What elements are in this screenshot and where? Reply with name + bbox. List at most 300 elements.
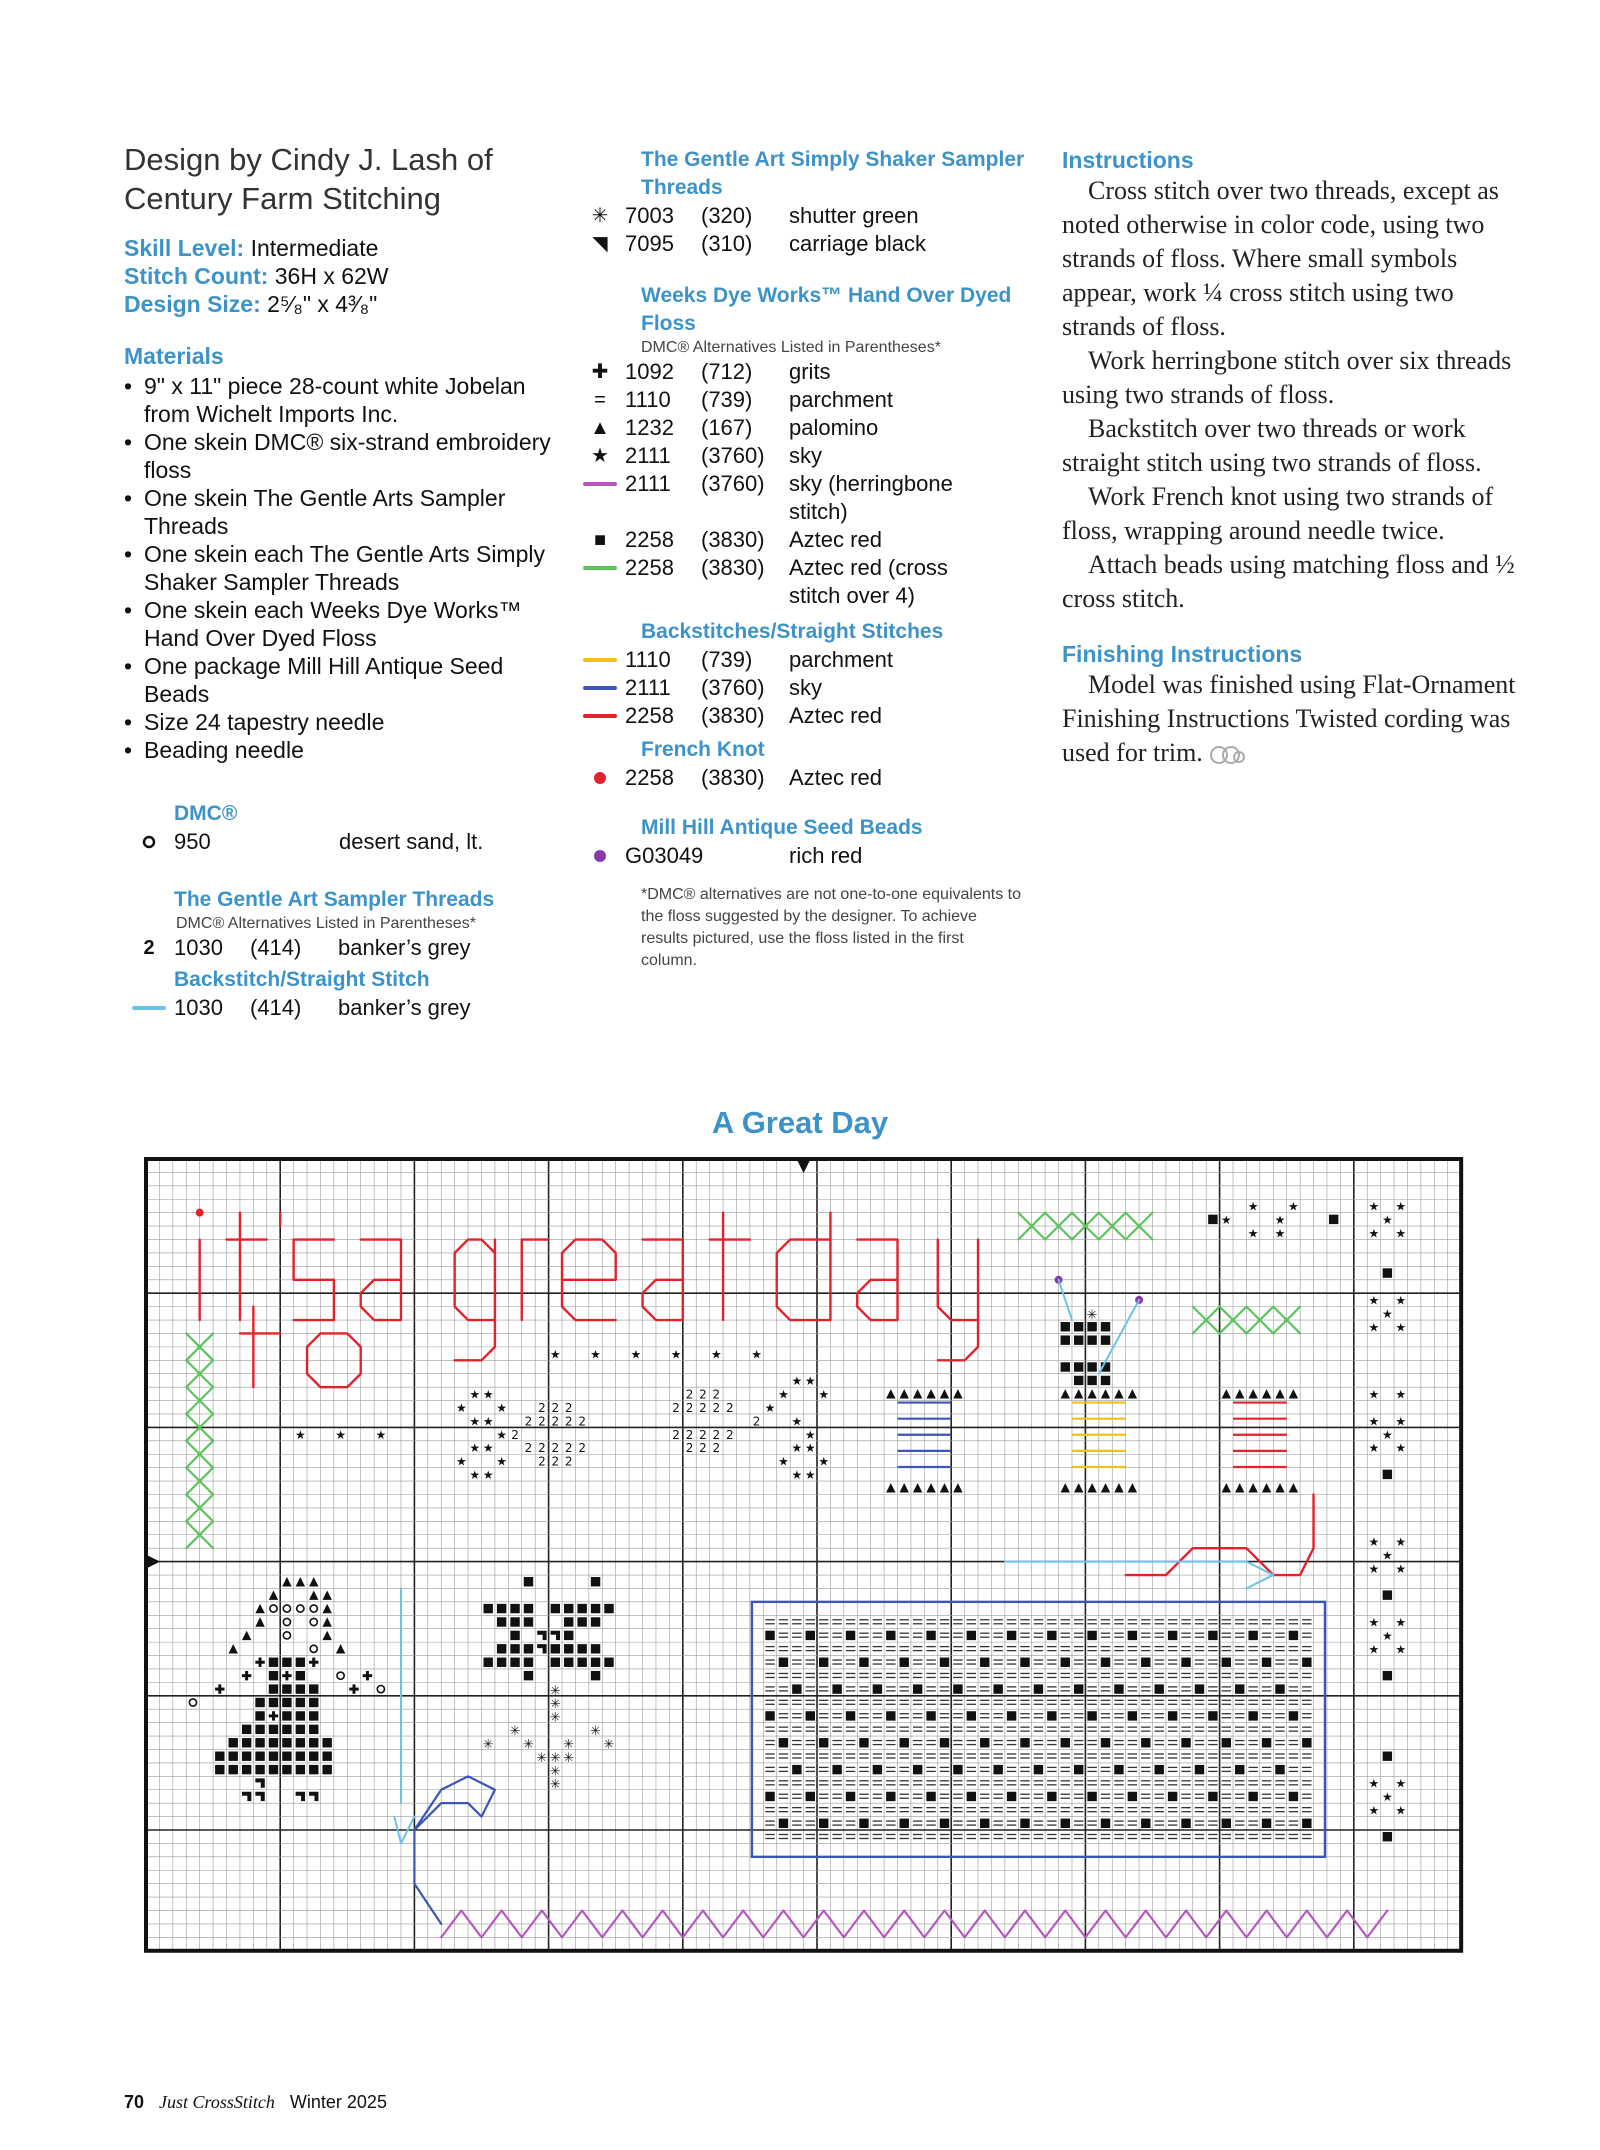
- black-square-symbol: [1007, 1711, 1016, 1720]
- key-row: ▲ 1232 (167) palomino: [575, 414, 1025, 442]
- star-symbol: ★: [1288, 1199, 1299, 1214]
- black-square-symbol: [591, 1671, 600, 1680]
- asterisk-symbol: ✳: [563, 1750, 575, 1766]
- black-square-symbol: [524, 1644, 533, 1653]
- black-square-symbol: [497, 1644, 506, 1653]
- plus-symbol: [349, 1688, 358, 1691]
- star-symbol: ★: [1368, 1387, 1380, 1402]
- two-symbol: 2: [538, 1454, 546, 1469]
- star-symbol: ★: [482, 1468, 494, 1483]
- list-item: • One skein DMC® six-strand embroidery floss: [124, 428, 564, 484]
- key-row: 950 desert sand, lt.: [124, 828, 564, 856]
- black-square-symbol: [510, 1644, 519, 1653]
- black-square-symbol: [1289, 1631, 1298, 1640]
- star-symbol: ★: [1247, 1226, 1259, 1241]
- star-symbol: ★: [469, 1468, 481, 1483]
- two-symbol: 2: [538, 1441, 546, 1456]
- black-square-symbol: [269, 1751, 278, 1760]
- star-symbol: ★: [791, 1441, 803, 1456]
- asterisk-symbol: ✳: [603, 1737, 615, 1753]
- black-square-symbol: [1074, 1322, 1083, 1331]
- black-square-symbol: [1248, 1631, 1257, 1640]
- key-row: G03049 rich red: [575, 842, 1025, 870]
- star-symbol: ★: [1395, 1803, 1407, 1818]
- two-symbol: 2: [551, 1454, 560, 1469]
- black-square-symbol: [215, 1751, 224, 1760]
- black-square-symbol: [282, 1684, 291, 1693]
- black-square-symbol: [846, 1711, 855, 1720]
- two-symbol: 2: [699, 1441, 707, 1456]
- black-square-symbol: [1383, 1671, 1392, 1680]
- star-symbol: ★: [670, 1347, 682, 1362]
- star-symbol: ★: [1395, 1535, 1407, 1550]
- two-symbol: 2: [511, 1427, 519, 1442]
- black-square-symbol: [806, 1792, 815, 1801]
- black-square-symbol: [591, 1604, 600, 1613]
- herringbone-line-icon: [575, 470, 625, 498]
- black-square-symbol: [604, 1658, 613, 1667]
- black-square-symbol: [577, 1604, 586, 1613]
- star-symbol: ★: [1368, 1293, 1380, 1308]
- black-square-symbol: [1181, 1738, 1190, 1747]
- right-column: [1062, 146, 1532, 770]
- star-symbol: ★: [1247, 1199, 1259, 1214]
- equals-symbol-icon: =: [594, 389, 606, 411]
- list-item: • One skein The Gentle Arts Sampler Threads: [124, 484, 564, 540]
- black-square-symbol: [1087, 1792, 1096, 1801]
- black-square-symbol: [1047, 1631, 1056, 1640]
- two-symbol: 2: [538, 1414, 546, 1429]
- star-symbol: ★: [1395, 1293, 1407, 1308]
- black-square-symbol: [1101, 1819, 1110, 1828]
- black-square-symbol: [1208, 1631, 1217, 1640]
- star-symbol: ★: [469, 1414, 481, 1429]
- black-square-symbol: [255, 1765, 264, 1774]
- two-symbol: 2: [725, 1427, 734, 1442]
- two-symbol: 2: [538, 1400, 546, 1415]
- left-column: [124, 140, 564, 1022]
- black-square-symbol: [229, 1751, 238, 1760]
- black-square-symbol: [1074, 1376, 1083, 1385]
- black-square-symbol: [1087, 1322, 1096, 1331]
- black-square-symbol: [484, 1658, 493, 1667]
- designer-credit: Design by Cindy J. Lash of Century Farm Stitching: [124, 142, 493, 216]
- two-symbol: 2: [578, 1414, 586, 1429]
- star-symbol: ★: [1368, 1535, 1380, 1550]
- two-symbol: 2: [685, 1441, 694, 1456]
- black-square-symbol: [1114, 1684, 1123, 1693]
- star-symbol: ★: [818, 1454, 830, 1469]
- black-square-symbol: [967, 1631, 976, 1640]
- two-symbol: 2: [685, 1400, 694, 1415]
- materials-heading: Materials: [124, 343, 224, 369]
- star-symbol: ★: [791, 1374, 803, 1389]
- black-square-symbol: [309, 1765, 318, 1774]
- two-symbol: 2: [712, 1387, 721, 1402]
- issue-date: Winter 2025: [289, 2092, 387, 2112]
- two-symbol: 2: [685, 1427, 694, 1442]
- black-square-symbol: [886, 1711, 895, 1720]
- two-symbol: 2: [524, 1414, 533, 1429]
- materials-list: [124, 372, 564, 764]
- black-square-symbol: [1061, 1322, 1070, 1331]
- star-symbol: ★: [1381, 1427, 1393, 1442]
- black-square-symbol: [1101, 1658, 1110, 1667]
- black-square-symbol: [1383, 1590, 1392, 1599]
- black-square-symbol: [1181, 1819, 1190, 1828]
- black-square-symbol: [282, 1738, 291, 1747]
- chart-title: A Great Day: [711, 1105, 889, 1140]
- star-symbol: ★: [375, 1427, 387, 1442]
- black-square-symbol: [282, 1725, 291, 1734]
- black-square-symbol: [900, 1658, 909, 1667]
- black-square-symbol: [322, 1738, 331, 1747]
- star-symbol: ★: [455, 1400, 467, 1415]
- black-square-symbol: [497, 1658, 506, 1667]
- black-square-symbol: [282, 1711, 291, 1720]
- black-square-symbol: [792, 1684, 801, 1693]
- black-square-symbol: [309, 1725, 318, 1734]
- star-symbol: ★: [764, 1400, 776, 1415]
- black-square-symbol: [1074, 1765, 1083, 1774]
- star-symbol: ★: [482, 1387, 494, 1402]
- plus-symbol: [309, 1661, 318, 1664]
- black-square-symbol: [510, 1658, 519, 1667]
- black-square-symbol: [1101, 1335, 1110, 1344]
- black-square-symbol: [859, 1819, 868, 1828]
- black-square-symbol: [779, 1738, 788, 1747]
- square-symbol-icon: ■: [593, 529, 607, 551]
- two-symbol: 2: [564, 1414, 573, 1429]
- black-square-symbol: [255, 1698, 264, 1707]
- two-symbol: 2: [672, 1400, 680, 1415]
- plus-symbol: [363, 1674, 372, 1677]
- star-symbol: ★: [1395, 1387, 1407, 1402]
- star-symbol: ★: [496, 1400, 508, 1415]
- black-square-symbol: [269, 1738, 278, 1747]
- key-row: ✳ 7003 (320) shutter green: [575, 202, 1025, 230]
- asterisk-symbol: ✳: [549, 1764, 561, 1780]
- black-square-symbol: [993, 1684, 1002, 1693]
- star-symbol: ★: [804, 1468, 816, 1483]
- star-symbol: ★: [1395, 1615, 1407, 1630]
- star-symbol: ★: [791, 1414, 803, 1429]
- black-square-symbol: [1248, 1711, 1257, 1720]
- star-symbol: ★: [1368, 1320, 1380, 1335]
- star-symbol: ★: [1368, 1441, 1380, 1456]
- two-symbol: 2: [551, 1414, 560, 1429]
- black-square-symbol: [873, 1684, 882, 1693]
- black-square-symbol: [551, 1604, 560, 1613]
- black-square-symbol: [296, 1765, 305, 1774]
- black-square-symbol: [296, 1684, 305, 1693]
- star-symbol: ★: [1368, 1562, 1380, 1577]
- black-square-symbol: [1262, 1819, 1271, 1828]
- black-square-symbol: [900, 1738, 909, 1747]
- black-square-symbol: [269, 1765, 278, 1774]
- two-symbol: 2: [578, 1441, 586, 1456]
- star-symbol: ★: [482, 1414, 494, 1429]
- two-symbol: 2: [725, 1400, 734, 1415]
- black-square-symbol: [779, 1819, 788, 1828]
- black-square-symbol: [577, 1644, 586, 1653]
- bead-dot-icon: [575, 842, 625, 870]
- black-square-symbol: [980, 1658, 989, 1667]
- star-symbol: ★: [1368, 1803, 1380, 1818]
- black-square-symbol: [242, 1751, 251, 1760]
- black-square-symbol: [1168, 1711, 1177, 1720]
- black-square-symbol: [591, 1577, 600, 1586]
- star-symbol: ★: [1395, 1562, 1407, 1577]
- black-square-symbol: [564, 1631, 573, 1640]
- black-square-symbol: [591, 1644, 600, 1653]
- star-symbol: ★: [1368, 1199, 1380, 1214]
- black-square-symbol: [591, 1617, 600, 1626]
- black-square-symbol: [269, 1671, 278, 1680]
- black-square-symbol: [819, 1819, 828, 1828]
- black-square-symbol: [832, 1684, 841, 1693]
- two-symbol: 2: [712, 1441, 721, 1456]
- red-line-icon: [575, 702, 625, 730]
- black-square-symbol: [255, 1711, 264, 1720]
- key-row: 1030 (414) banker’s grey: [124, 994, 564, 1022]
- cross-over-four-line-icon: [575, 554, 625, 582]
- star-symbol: ★: [482, 1441, 494, 1456]
- two-symbol: 2: [699, 1427, 707, 1442]
- black-square-symbol: [1087, 1631, 1096, 1640]
- black-square-symbol: [859, 1738, 868, 1747]
- star-symbol: ★: [1395, 1441, 1407, 1456]
- black-square-symbol: [309, 1711, 318, 1720]
- black-square-symbol: [242, 1765, 251, 1774]
- asterisk-symbol: ✳: [482, 1737, 494, 1753]
- black-square-symbol: [1087, 1335, 1096, 1344]
- black-square-symbol: [309, 1684, 318, 1693]
- black-square-symbol: [980, 1738, 989, 1747]
- black-square-symbol: [551, 1658, 560, 1667]
- black-square-symbol: [269, 1658, 278, 1667]
- black-square-symbol: [577, 1658, 586, 1667]
- black-square-symbol: [510, 1617, 519, 1626]
- black-square-symbol: [497, 1617, 506, 1626]
- star-symbol: ★: [818, 1387, 830, 1402]
- black-square-symbol: [1128, 1631, 1137, 1640]
- black-square-symbol: [953, 1684, 962, 1693]
- star-symbol: ★: [1395, 1642, 1407, 1657]
- black-square-symbol: [1195, 1765, 1204, 1774]
- plus-symbol: [255, 1661, 264, 1664]
- list-item: • One package Mill Hill Antique Seed Beads: [124, 652, 564, 708]
- black-square-symbol: [1248, 1792, 1257, 1801]
- star-symbol: ★: [1368, 1642, 1380, 1657]
- blue-line-icon: [575, 674, 625, 702]
- black-square-symbol: [309, 1698, 318, 1707]
- star-symbol: ★: [1368, 1615, 1380, 1630]
- black-square-symbol: [886, 1631, 895, 1640]
- black-square-symbol: [926, 1711, 935, 1720]
- list-item: • Beading needle: [124, 736, 564, 764]
- star-symbol: ★: [1381, 1790, 1393, 1805]
- star-symbol: ★: [469, 1387, 481, 1402]
- star-symbol: ★: [804, 1427, 816, 1442]
- star-symbol: ★: [1395, 1320, 1407, 1335]
- list-item: • One skein each The Gentle Arts Simply Shaker Sampler Threads: [124, 540, 564, 596]
- black-square-symbol: [229, 1765, 238, 1774]
- black-square-symbol: [604, 1604, 613, 1613]
- black-square-symbol: [765, 1711, 774, 1720]
- black-square-symbol: [229, 1738, 238, 1747]
- black-square-symbol: [1262, 1738, 1271, 1747]
- finishing-text: Model was finished using Flat-Ornament Finishing Instructions Twisted cording was used for trim.: [1062, 670, 1516, 767]
- yellow-line-icon: [575, 646, 625, 674]
- black-square-symbol: [282, 1751, 291, 1760]
- black-square-symbol: [1208, 1711, 1217, 1720]
- black-square-symbol: [282, 1765, 291, 1774]
- black-square-symbol: [1181, 1658, 1190, 1667]
- black-square-symbol: [967, 1792, 976, 1801]
- two-symbol: 2: [672, 1427, 680, 1442]
- black-square-symbol: [296, 1751, 305, 1760]
- star-symbol: ★: [1368, 1414, 1380, 1429]
- star-symbol: ★: [630, 1347, 642, 1362]
- page-number: 70: [124, 2092, 145, 2112]
- star-symbol: ★: [549, 1347, 561, 1362]
- asterisk-symbol: ✳: [549, 1750, 561, 1766]
- black-square-symbol: [806, 1631, 815, 1640]
- star-symbol: ★: [1395, 1414, 1407, 1429]
- black-square-symbol: [255, 1738, 264, 1747]
- black-square-symbol: [1275, 1684, 1284, 1693]
- two-symbol: 2: [699, 1387, 707, 1402]
- black-square-symbol: [1155, 1765, 1164, 1774]
- black-square-symbol: [940, 1738, 949, 1747]
- black-square-symbol: [967, 1711, 976, 1720]
- black-square-symbol: [269, 1684, 278, 1693]
- star-symbol: ★: [1274, 1226, 1286, 1241]
- black-square-symbol: [282, 1698, 291, 1707]
- black-square-symbol: [1074, 1684, 1083, 1693]
- finishing-heading: Finishing Instructions: [1062, 641, 1303, 667]
- black-square-symbol: [296, 1658, 305, 1667]
- black-square-symbol: [1222, 1658, 1231, 1667]
- circle-symbol-icon: [124, 828, 174, 856]
- black-square-symbol: [1329, 1215, 1338, 1224]
- key-row: = 1110 (739) parchment: [575, 386, 1025, 414]
- sampler-key: The Gentle Art Sampler Threads DMC® Alternatives Listed in Parentheses* 2 1030 (414) banker’s grey Backstitch/Straight Stitch 1030 (414) banker’s grey: [124, 886, 564, 1022]
- black-square-symbol: [1208, 1215, 1217, 1224]
- key-row: ◥ 7095 (310) carriage black: [575, 230, 1025, 258]
- key-row: 1110 (739) parchment: [575, 646, 1025, 674]
- black-square-symbol: [1020, 1738, 1029, 1747]
- black-square-symbol: [524, 1617, 533, 1626]
- star-symbol: ★: [778, 1387, 789, 1402]
- backstitch-line-icon: [124, 994, 174, 1022]
- black-square-symbol: [1061, 1658, 1070, 1667]
- black-square-symbol: [1141, 1658, 1150, 1667]
- black-square-symbol: [913, 1765, 922, 1774]
- black-square-symbol: [255, 1751, 264, 1760]
- star-symbol: ★: [791, 1468, 803, 1483]
- asterisk-symbol: ✳: [509, 1724, 521, 1740]
- black-square-symbol: [242, 1738, 251, 1747]
- two-symbol: 2: [564, 1400, 573, 1415]
- black-square-symbol: [282, 1658, 291, 1667]
- star-symbol: ★: [496, 1454, 508, 1469]
- black-square-symbol: [242, 1725, 251, 1734]
- black-square-symbol: [1061, 1335, 1070, 1344]
- star-symbol: ★: [590, 1347, 601, 1362]
- key-row: 2258 (3830) Aztec red: [575, 702, 1025, 730]
- black-square-symbol: [765, 1792, 774, 1801]
- black-square-symbol: [1195, 1684, 1204, 1693]
- black-square-symbol: [564, 1604, 573, 1613]
- black-square-symbol: [1061, 1362, 1070, 1371]
- star-symbol: ★: [778, 1454, 789, 1469]
- black-square-symbol: [1383, 1268, 1392, 1277]
- black-square-symbol: [296, 1725, 305, 1734]
- black-square-symbol: [1383, 1832, 1392, 1841]
- black-square-symbol: [1383, 1470, 1392, 1479]
- black-square-symbol: [1155, 1684, 1164, 1693]
- two-symbol: 2: [712, 1400, 721, 1415]
- star-symbol: ★: [1220, 1213, 1232, 1228]
- list-item: • Size 24 tapestry needle: [124, 708, 564, 736]
- black-square-symbol: [792, 1765, 801, 1774]
- black-square-symbol: [1114, 1765, 1123, 1774]
- corner-symbol-icon: ◥: [592, 233, 608, 255]
- black-square-symbol: [940, 1658, 949, 1667]
- star-symbol: ★: [710, 1347, 722, 1362]
- black-square-symbol: [1141, 1738, 1150, 1747]
- black-square-symbol: [1302, 1658, 1311, 1667]
- two-symbol: 2: [551, 1441, 560, 1456]
- black-square-symbol: [1289, 1711, 1298, 1720]
- list-item: • 9" x 11" piece 28-count white Jobelan from Wichelt Imports Inc.: [124, 372, 564, 428]
- star-symbol: ★: [1368, 1776, 1380, 1791]
- black-square-symbol: [1302, 1738, 1311, 1747]
- asterisk-symbol: ✳: [590, 1724, 602, 1740]
- asterisk-symbol: ✳: [536, 1750, 548, 1766]
- black-square-symbol: [1168, 1792, 1177, 1801]
- key-row: 2258 (3830) Aztec red (cross stitch over 4): [575, 554, 1025, 610]
- plus-symbol: [215, 1688, 224, 1691]
- black-square-symbol: [1047, 1792, 1056, 1801]
- star-symbol: ★: [1274, 1213, 1286, 1228]
- black-square-symbol: [564, 1658, 573, 1667]
- star-symbol: ★: [804, 1441, 816, 1456]
- black-square-symbol: [1383, 1751, 1392, 1760]
- asterisk-symbol: ✳: [563, 1737, 575, 1753]
- plus-symbol: [242, 1674, 251, 1677]
- black-square-symbol: [296, 1711, 305, 1720]
- black-square-symbol: [296, 1698, 305, 1707]
- end-mark-icon: [1209, 745, 1249, 765]
- star-symbol: ★: [1368, 1226, 1380, 1241]
- black-square-symbol: [819, 1658, 828, 1667]
- black-square-symbol: [1128, 1711, 1137, 1720]
- black-square-symbol: [564, 1617, 573, 1626]
- triangle-symbol-icon: ▲: [590, 417, 610, 439]
- two-symbol: 2: [699, 1400, 707, 1415]
- key-row: 2111 (3760) sky (herringbone stitch): [575, 470, 1025, 526]
- black-square-symbol: [819, 1738, 828, 1747]
- star-symbol: ★: [1381, 1213, 1393, 1228]
- black-square-symbol: [524, 1604, 533, 1613]
- black-square-symbol: [1168, 1631, 1177, 1640]
- black-square-symbol: [1087, 1376, 1096, 1385]
- black-square-symbol: [859, 1658, 868, 1667]
- star-symbol: ★: [1395, 1199, 1407, 1214]
